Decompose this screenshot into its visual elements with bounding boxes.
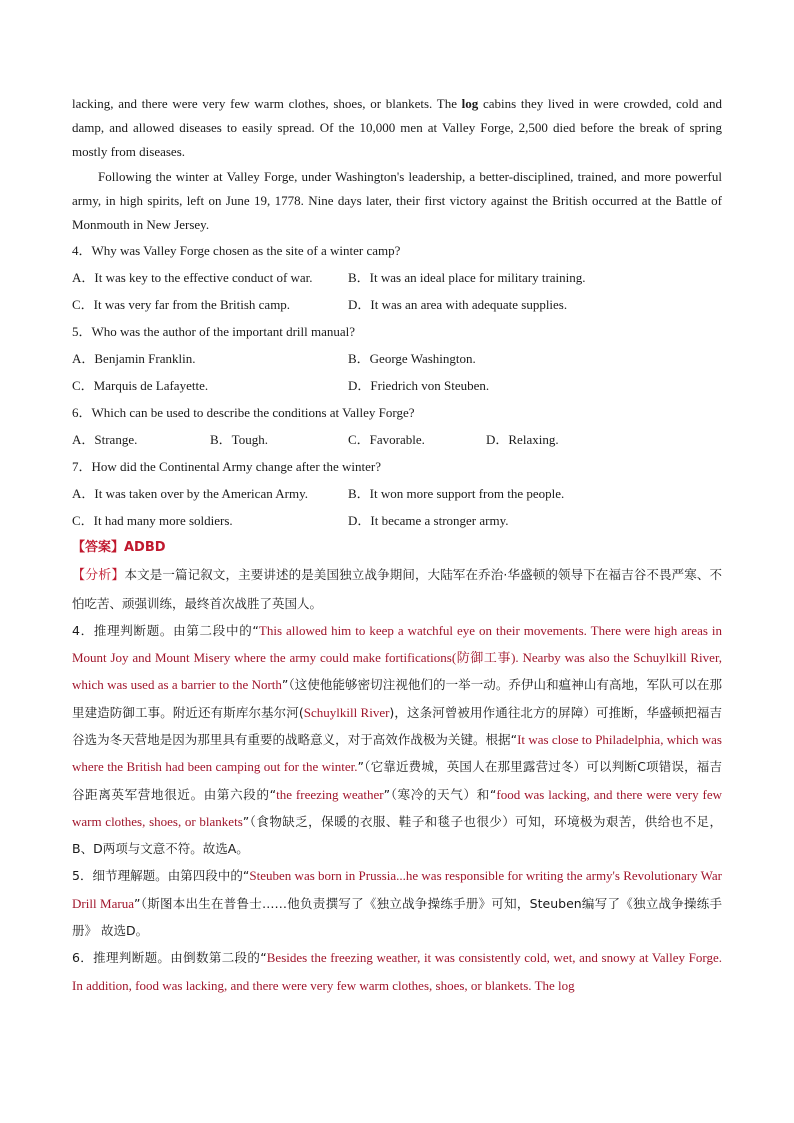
zh-text: ”（食物缺乏，保暖的衣服、鞋子和毯子也很少）可知，环境极为艰苦，供给也不足，B、D两项与文意不符。故选A。	[72, 813, 722, 857]
option-d: D．Friedrich von Steuben.	[348, 378, 490, 394]
option-a: A．It was taken over by the American Army.	[72, 486, 308, 502]
bold-word: log	[461, 96, 479, 111]
option-a: A．It was key to the effective conduct of war.	[72, 270, 313, 286]
analysis-tag: 【分析】	[72, 568, 125, 584]
zh-text: )，这条河曾被用作通往北方的屏障）可推断，华盛顿把福吉谷选为冬天营地是因为那里具有重要的战略意义，对于高效作战极为关键。根据“	[72, 704, 722, 747]
option-d: D．It was an area with adequate supplies.	[348, 297, 568, 313]
option-c: C．It had many more soldiers.	[72, 513, 233, 529]
question-4	[72, 237, 722, 318]
quote-text: Schuylkill River	[303, 704, 390, 720]
question-6	[72, 399, 722, 453]
question-stem: 7．How did the Continental Army change after the winter?	[72, 459, 382, 475]
zh-text: 6．推理判断题。由倒数第二段的“	[72, 950, 267, 966]
question-7	[72, 453, 722, 534]
option-row	[72, 264, 722, 291]
option-row	[72, 507, 722, 534]
option-row	[72, 480, 722, 507]
zh-text: ”（斯图本出生在普鲁士……他负责撰写了《独立战争操练手册》可知，Steuben编写了《独立战争操练手册》 故选D。	[72, 895, 722, 939]
option-b: B．George Washington.	[348, 351, 476, 367]
option-a: A．Strange.	[72, 432, 138, 448]
option-d: D．Relaxing.	[486, 432, 559, 448]
quote-text: food was lacking, and there were very few warm clothes, shoes, or blankets	[72, 786, 723, 829]
summary-text: 本文是一篇记叙文，主要讲述的是美国独立战争期间，大陆军在乔治·华盛顿的领导下在福吉谷不畏严寒、不怕吃苦、顽强训练，最终首次战胜了英国人。	[72, 567, 722, 611]
analysis-q4	[72, 617, 722, 863]
zh-text: 5．细节理解题。由第四段中的“	[72, 868, 250, 884]
analysis-q6	[72, 944, 722, 999]
passage-paragraph: Following the winter at Valley Forge, under Washington's leadership, a better-disciplined, trained, and more powerful army, in high spirits, left on June 19, 1778. Nine days later, their first victory against the British occurred at the Battle of Monmouth in New Jersey.	[72, 168, 722, 233]
option-a: A．Benjamin Franklin.	[72, 351, 196, 367]
question-stem: 5．Who was the author of the important drill manual?	[72, 324, 356, 340]
answer-key: 【答案】ADBD	[72, 540, 166, 556]
question-5	[72, 318, 722, 399]
analysis-q5	[72, 862, 722, 944]
option-d: D．It became a stronger army.	[348, 513, 509, 529]
quote-text: Besides the freezing weather, it was consistently cold, wet, and snowy at Valley Forge. In addition, food was lacking, and there were very few warm clothes, shoes, or blankets. The log	[72, 950, 722, 993]
quote-text: This allowed him to keep a watchful eye on their movements. There were high areas in Mount Joy and Mount Misery where the army could make fortifications(防御工事). Nearby was also the Schuylkill River, which was used as a barrier to the North	[72, 622, 722, 693]
option-b: B．Tough.	[210, 432, 268, 448]
option-row	[72, 372, 722, 399]
passage-text: lacking, and there were very few warm clothes, shoes, or blankets. The	[72, 96, 462, 111]
zh-text: ”（它靠近费城，英国人在那里露营过冬）可以判断C项错误，福吉谷距离英军营地很近。由第六段的“	[72, 759, 722, 802]
option-b: B．It won more support from the people.	[348, 486, 565, 502]
quote-text: It was close to Philadelphia, which was where the British had been camping out for the winter.	[72, 732, 722, 775]
option-b: B．It was an ideal place for military training.	[348, 270, 586, 286]
option-row	[72, 291, 722, 318]
quote-text: Steuben was born in Prussia...he was responsible for writing the army's Revolutionary War Drill Marua	[72, 868, 722, 911]
zh-text: ”（这使他能够密切注视他们的一举一动。乔伊山和瘟神山有高地，军队可以在那里建造防御工事。附近还有斯库尔基尔河(	[72, 677, 722, 720]
option-c: C．Marquis de Lafayette.	[72, 378, 209, 394]
question-stem: 6．Which can be used to describe the conditions at Valley Forge?	[72, 405, 415, 421]
zh-text: 4．推理判断题。由第二段中的“	[72, 622, 259, 638]
option-c: C．It was very far from the British camp.	[72, 297, 291, 313]
passage-text: cabins they lived in were crowded, cold and damp, and allowed diseases to easily spread. Of the 10,000 men at Valley Forge, 2,500 died before the break of spring mostly from diseases.	[72, 96, 722, 160]
option-row	[72, 345, 722, 372]
analysis-summary	[72, 561, 722, 617]
option-row	[72, 426, 722, 453]
option-c: C．Favorable.	[348, 432, 425, 448]
question-stem: 4．Why was Valley Forge chosen as the site of a winter camp?	[72, 243, 401, 259]
zh-text: ”（寒冷的天气）和“	[383, 786, 497, 802]
quote-text: the freezing weather	[276, 786, 384, 802]
analysis-section	[72, 561, 722, 999]
passage-paragraph	[72, 92, 722, 165]
document-page	[72, 92, 722, 999]
